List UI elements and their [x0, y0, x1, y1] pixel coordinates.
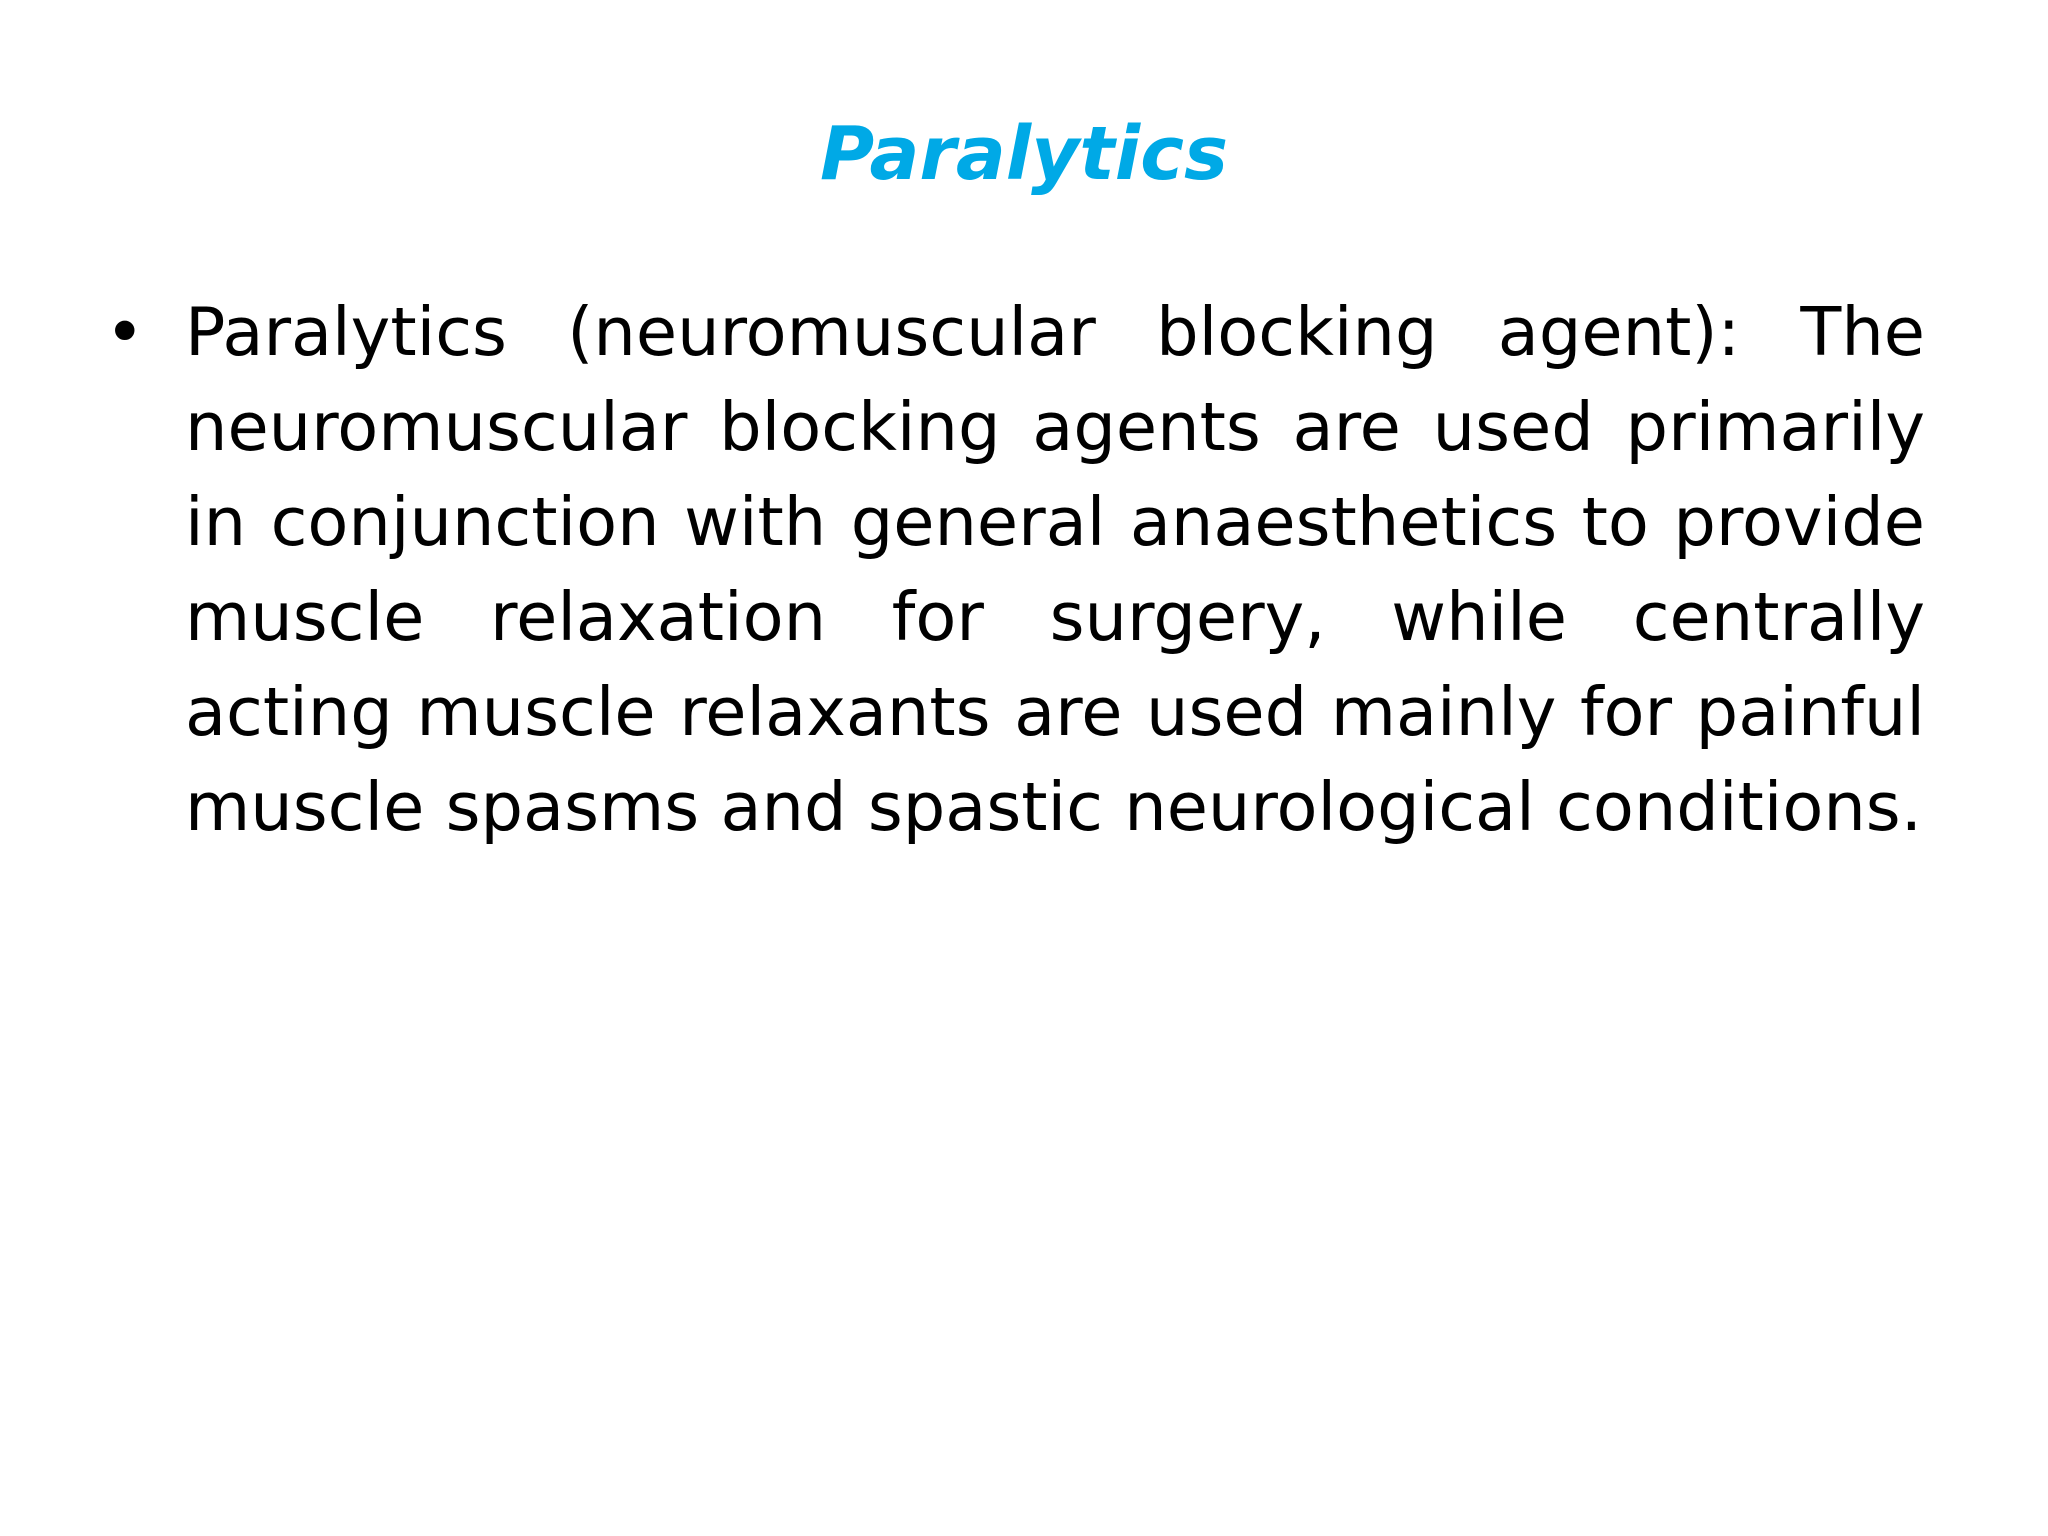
bullet-marker: • [105, 293, 145, 371]
bullet-list [105, 285, 1925, 855]
bullet-text: Paralytics (neuromuscular blocking agent): The neuromuscular blocking agents are used primarily in conjunction with general anaesthetics to provide muscle relaxation for surgery, while centrally acting muscle relaxants are used mainly for painful muscle spasms and spastic neurological conditions. [185, 293, 1925, 846]
bullet-item [105, 285, 1925, 855]
slide-title: Paralytics [819, 111, 1229, 197]
